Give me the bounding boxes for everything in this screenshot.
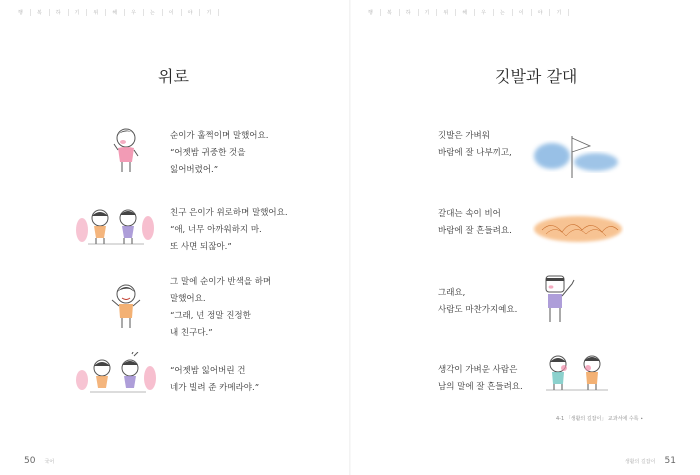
- header-char: 행: [362, 9, 381, 16]
- right-page-title: 깃발과 갈대: [495, 67, 578, 86]
- flag-illustration: [528, 132, 622, 180]
- waving-child-illustration: [540, 272, 586, 328]
- header-char: 기: [419, 9, 438, 16]
- left-stanza-1: [170, 128, 268, 179]
- header-char: 하: [400, 9, 419, 16]
- poem-line: 그 말에 순이가 반색을 하며: [170, 277, 272, 287]
- header-char: 는: [144, 9, 163, 16]
- poem-line: 또 사면 되잖아.”: [170, 242, 232, 252]
- header-band-left: [12, 6, 342, 18]
- header-char: 우: [475, 9, 494, 16]
- crying-child-illustration: [104, 124, 150, 176]
- right-stanza-3: [438, 285, 517, 319]
- running-footer: 생활의 길잡이: [624, 459, 656, 465]
- left-stanza-4: [170, 363, 259, 397]
- header-char: 야: [532, 9, 551, 16]
- header-char: 기: [200, 9, 219, 16]
- poem-line: 남의 말에 잘 흔들려요.: [438, 382, 523, 392]
- left-page-footer: [24, 448, 58, 467]
- poem-line: 내 친구다.”: [170, 328, 213, 338]
- page-number: 51: [664, 456, 676, 466]
- header-char: 해: [456, 9, 475, 16]
- running-footer: 국어: [44, 459, 55, 465]
- header-char: 기: [69, 9, 88, 16]
- left-page-title: 위로: [158, 67, 189, 86]
- right-stanza-1: [438, 128, 512, 162]
- two-children-illustration: [540, 350, 614, 394]
- happy-child-illustration: [104, 280, 150, 332]
- poem-line: 친구 은이가 위로하며 말했어요.: [170, 208, 288, 218]
- header-char: 복: [31, 9, 50, 16]
- header-char: 이: [513, 9, 532, 16]
- header-char: 기: [550, 9, 569, 16]
- poem-line: 그래요,: [438, 288, 466, 298]
- poem-line: 바람에 잘 흔들려요.: [438, 226, 512, 236]
- surprised-friends-illustration: [74, 352, 158, 396]
- poem-line: 깃발은 가벼워: [438, 131, 490, 141]
- left-stanza-2: [170, 205, 288, 256]
- header-char: 야: [182, 9, 201, 16]
- poem-line: 말했어요.: [170, 294, 206, 304]
- right-stanza-4: [438, 362, 523, 396]
- header-char: 위: [437, 9, 456, 16]
- right-page-footer: [621, 448, 676, 467]
- poem-line: 생각이 가벼운 사람은: [438, 365, 518, 375]
- source-note: 4-1 「생활의 길잡이」 교과서에 수록 ∙: [556, 416, 644, 422]
- poem-line: “애, 너무 아까워하지 마.: [170, 225, 262, 235]
- reed-illustration: [532, 212, 624, 246]
- right-stanza-2: [438, 206, 512, 240]
- poem-line: 네가 빌려 준 카메라야.”: [170, 383, 260, 393]
- header-char: 하: [50, 9, 69, 16]
- poem-line: 잃어버렸어.”: [170, 165, 219, 175]
- poem-line: 갈대는 속이 비어: [438, 209, 501, 219]
- poem-line: 순이가 훌쩍이며 말했어요.: [170, 131, 269, 141]
- header-char: 위: [87, 9, 106, 16]
- book-gutter: [349, 0, 351, 475]
- two-friends-illustration: [74, 204, 156, 248]
- header-band-right: [362, 6, 692, 18]
- header-char: 우: [125, 9, 144, 16]
- header-char: 이: [163, 9, 182, 16]
- header-char: 해: [106, 9, 125, 16]
- poem-line: “어젯밤 귀중한 것을: [170, 148, 246, 158]
- poem-line: “그래, 넌 정말 진정한: [170, 311, 251, 321]
- header-char: 는: [494, 9, 513, 16]
- header-char: 행: [12, 9, 31, 16]
- poem-line: 바람에 잘 나부끼고,: [438, 148, 512, 158]
- left-stanza-3: [170, 274, 271, 342]
- header-char: 복: [381, 9, 400, 16]
- poem-line: 사람도 마찬가지예요.: [438, 305, 518, 315]
- page-number: 50: [24, 456, 36, 466]
- poem-line: “어젯밤 잃어버린 건: [170, 366, 246, 376]
